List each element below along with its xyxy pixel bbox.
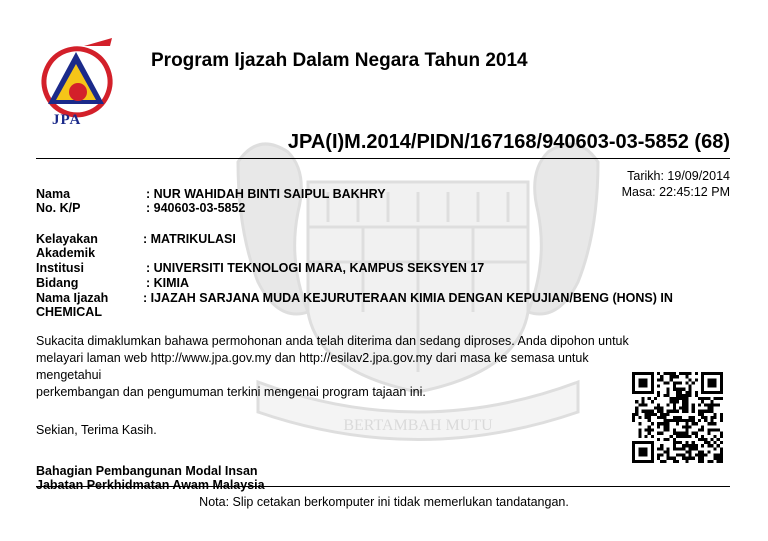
watermark-motto: BERTAMBAH MUTU	[343, 417, 493, 434]
kelayakan-label: Kelayakan	[36, 232, 98, 246]
footer-note: Nota: Slip cetakan berkomputer ini tidak memerlukan tandatangan.	[199, 495, 569, 509]
bidang-label: Bidang	[36, 276, 79, 290]
kelayakan-value: : MATRIKULASI	[143, 232, 236, 246]
bidang-value: : KIMIA	[146, 276, 190, 290]
time-text: Masa: 22:45:12 PM	[621, 185, 730, 199]
body-line-3: perkembangan dan pengumuman terkini mengenai program tajaan ini.	[36, 385, 426, 399]
akademik-label: Akademik	[36, 246, 96, 260]
top-divider	[36, 158, 730, 159]
logo-text: JPA	[52, 112, 82, 128]
body-paragraph	[36, 333, 636, 401]
ijazah-value: : IJAZAH SARJANA MUDA KEJURUTERAAN KIMIA DENGAN KEPUJIAN/BENG (HONS) IN	[143, 291, 673, 305]
institusi-value: : UNIVERSITI TEKNOLOGI MARA, KAMPUS SEKSYEN 17	[146, 261, 485, 275]
kp-value: : 940603-03-5852	[146, 201, 246, 215]
bottom-divider	[36, 486, 730, 487]
ijazah-continuation: CHEMICAL	[36, 305, 102, 319]
qr-code	[632, 372, 723, 463]
nama-label: Nama	[36, 187, 71, 201]
institusi-label: Institusi	[36, 261, 84, 275]
reference-number: JPA(I)M.2014/PIDN/167168/940603-03-5852 (68)	[287, 131, 730, 153]
closing-text: Sekian, Terima Kasih.	[36, 423, 157, 437]
coat-of-arms-watermark	[218, 122, 618, 452]
date-text: Tarikh: 19/09/2014	[627, 169, 730, 183]
body-line-2: melayari laman web http://www.jpa.gov.my dan http://esilav2.jpa.gov.my dari masa ke semasa untuk mengetahui	[36, 351, 589, 382]
page-title: Program Ijazah Dalam Negara Tahun 2014	[151, 50, 528, 71]
ijazah-label: Nama Ijazah	[36, 291, 109, 305]
signature-line-2: Jabatan Perkhidmatan Awam Malaysia	[36, 478, 265, 492]
signature-line-1: Bahagian Pembangunan Modal Insan	[36, 464, 258, 478]
body-line-1: Sukacita dimaklumkan bahawa permohonan anda telah diterima dan sedang diproses. Anda dipohon untuk	[36, 334, 629, 348]
nama-value: : NUR WAHIDAH BINTI SAIPUL BAKHRY	[146, 187, 386, 201]
kp-label: No. K/P	[36, 201, 81, 215]
